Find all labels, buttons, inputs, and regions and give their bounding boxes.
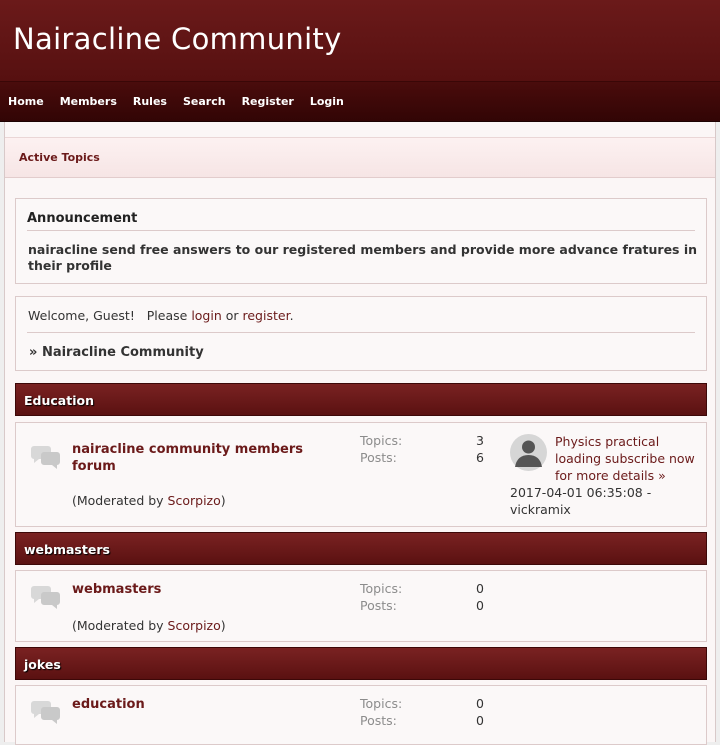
announcement-title: Announcement: [27, 211, 138, 226]
topics-label: Topics:: [360, 433, 403, 448]
topics-label: Topics:: [360, 696, 403, 711]
last-post-link[interactable]: [555, 433, 700, 484]
user-silhouette-icon[interactable]: [510, 434, 547, 471]
speech-bubbles-icon: [30, 583, 62, 609]
category-header-jokes: [15, 647, 707, 680]
breadcrumb: [29, 345, 204, 360]
last-post-title[interactable]: Physics practical loading subscribe now for more details: [555, 434, 695, 483]
welcome-prefix: Welcome, Guest! Please: [28, 308, 192, 323]
nav-members[interactable]: Members: [59, 95, 117, 108]
moderator-link[interactable]: Scorpizo: [167, 618, 221, 633]
category-header-education: [15, 383, 707, 416]
posts-label: Posts:: [360, 598, 397, 613]
nav-login[interactable]: Login: [309, 95, 344, 108]
nav-home[interactable]: Home: [8, 95, 44, 108]
active-topics-bar: [5, 137, 715, 178]
category-header-webmasters: [15, 532, 707, 565]
last-post-arrow[interactable]: »: [658, 468, 666, 483]
register-link[interactable]: register: [242, 308, 290, 323]
login-link[interactable]: login: [191, 308, 222, 323]
posts-count: 0: [476, 598, 484, 613]
active-topics-link[interactable]: Active Topics: [19, 151, 100, 164]
speech-bubbles-icon: [30, 443, 62, 469]
announcement-text: nairacline send free answers to our registered members and provide more advance fratures in their profile: [28, 242, 698, 273]
breadcrumb-home[interactable]: Nairacline Community: [41, 345, 204, 360]
welcome-suffix: .: [289, 308, 294, 323]
breadcrumb-arrow: »: [29, 345, 38, 360]
site-title[interactable]: Nairacline Community: [13, 22, 342, 56]
forum-title-link[interactable]: nairacline community members forum: [72, 442, 303, 474]
moderated-prefix: (Moderated by: [72, 618, 168, 633]
topics-count: 0: [476, 696, 484, 711]
announcement-box: [15, 198, 707, 284]
posts-count: 6: [476, 450, 484, 465]
moderated-prefix: (Moderated by: [72, 493, 168, 508]
last-post-meta: 2017-04-01 06:35:08 - vickramix: [510, 485, 652, 517]
welcome-or: or: [221, 308, 243, 323]
forum-row: [15, 570, 707, 642]
topics-count: 3: [476, 433, 484, 448]
moderator-link[interactable]: Scorpizo: [167, 493, 221, 508]
speech-bubbles-icon: [30, 698, 62, 724]
nav-search[interactable]: Search: [182, 95, 226, 108]
nav-register[interactable]: Register: [241, 95, 294, 108]
nav-rules[interactable]: Rules: [132, 95, 167, 108]
topics-label: Topics:: [360, 581, 403, 596]
divider: [27, 332, 695, 333]
main-content: [4, 122, 716, 742]
main-nav: [0, 82, 720, 122]
category-title[interactable]: Education: [24, 393, 94, 408]
moderated-suffix: ): [220, 618, 226, 633]
topics-count: 0: [476, 581, 484, 596]
welcome-box: [15, 296, 707, 371]
posts-label: Posts:: [360, 450, 397, 465]
posts-count: 0: [476, 713, 484, 728]
moderator-line: [72, 493, 226, 508]
forum-row: [15, 685, 707, 745]
welcome-text: [28, 308, 294, 323]
site-header: [0, 0, 720, 82]
category-title[interactable]: webmasters: [24, 542, 110, 557]
divider: [27, 230, 695, 231]
moderated-suffix: ): [220, 493, 226, 508]
posts-label: Posts:: [360, 713, 397, 728]
category-title[interactable]: jokes: [24, 657, 61, 672]
forum-title-link[interactable]: education: [72, 697, 145, 712]
forum-row: [15, 422, 707, 527]
forum-title-link[interactable]: webmasters: [72, 582, 162, 597]
moderator-line: [72, 618, 226, 633]
